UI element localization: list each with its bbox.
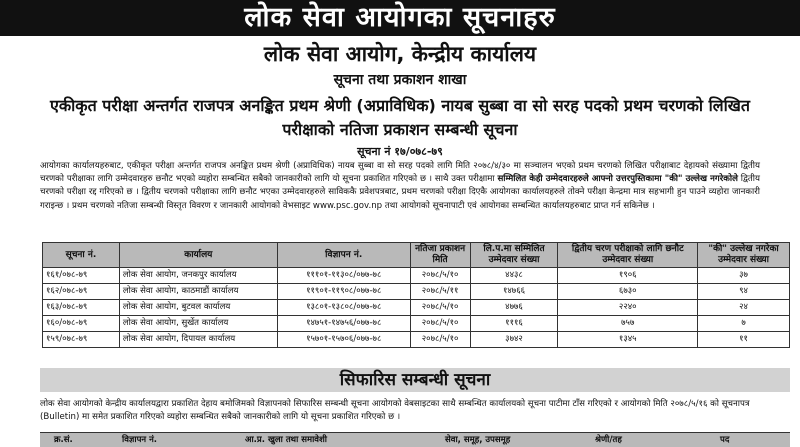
cell-date: २०७८/५/१० (410, 316, 470, 332)
body-bold: सम्मिलित केही उम्मेदवारहरुले आफ्नो उत्तरपुस्तिकामा "की" उल्लेख नगरेकोले (497, 174, 738, 185)
banner-title: लोक सेवा आयोगका सूचनाहरु (0, 0, 800, 36)
table-row (43, 300, 790, 316)
header-notice-no: सूचना नं. (43, 243, 120, 268)
rec-header-service-group: सेवा, समूह, उपसमूह (445, 435, 511, 445)
table-row (43, 284, 790, 300)
recommendation-body: लोक सेवा आयोगको केन्द्रीय कार्यालयद्वारा प्रकाशित देहाय बमोजिमको विज्ञापनको सिफारिस सम्बन्धी सूचना आयोगको वेबसाइटका साथै सम्बन्धित कार्यालयको सूचना पाटीमा टाँस गरिएको र आयोगको मिति २०७८/५/१६ को सूचनापत्र (Bulletin) मा समेत प्रकाशित गरिएको व्यहोरा सम्बन्धित सबैको जानकारीको लागि यो सूचना प्रकाशित गरिएको छ । (40, 399, 750, 422)
header-appeared-count: लि.प.मा सम्मिलित उम्मेदवार संख्या (470, 243, 558, 268)
cell-selected: ७५७ (558, 316, 698, 332)
branch-heading: सूचना तथा प्रकाशन शाखा (333, 72, 467, 88)
cell-appeared: ३७४२ (470, 332, 558, 348)
body-part-2: द्वितीय चरणको परीक्षा रद्द गरिएको छ । द्वितीय चरणको परीक्षाका लागि छनौट भएका उम्मेदवारहरुले साविककै प्रवेशपत्रबाट, प्रथम चरणको परीक्षा दिएकै आयोगका कार्यालयहरुले तोक्ने परीक्षा केन्द्रमा मात्र सहभागी हुन पाउने व्यहोरा जानकारी गराइन्छ । प्रथम चरणको नतिजा सम्बन्धी विस्तृत विवरण र जानकारी आयोगको वेभसाइट www.psc.gov.np तथा आयोगको सूचनापाटी एवं आयोगका सम्बन्धित कार्यालयहरुबाट प्राप्त गर्न सकिनेछ । (40, 174, 761, 211)
cell-selected: १३४५ (558, 332, 698, 348)
cell-no-key: ३७ (698, 268, 790, 284)
cell-office: लोक सेवा आयोग, सुर्खेत कार्यालय (119, 316, 277, 332)
cell-notice-no: १६२/०७८-७९ (43, 284, 120, 300)
header-office: कार्यालय (119, 243, 277, 268)
cell-date: २०७८/५/१० (410, 300, 470, 316)
cell-notice-no: १६१/०७८-७९ (43, 268, 120, 284)
cell-appeared: १४७६६ (470, 284, 558, 300)
cell-advert-no: १५७०१-१५७०६/०७७-७८ (277, 332, 410, 348)
table-row (43, 268, 790, 284)
cell-no-key: २४ (698, 300, 790, 316)
body-part-1: आयोगका कार्यालयहरुबाट, एकीकृत परीक्षा अन्तर्गत राजपत्र अनङ्कित प्रथम श्रेणी (अप्राविधिक) नायब सुब्बा वा सो सरह पदको लागि मिति २०७८/४/३० मा सञ्चालन भएको प्रथम चरणको लिखित परीक्षाबाट देहायको संख्यामा द्वितीय चरणको परीक्षाका लागि उम्मेदवारहरु छनौट भएको व्यहोरा सम्बन्धित सबैको जानकारीको लागि यो सूचना प्रकाशित गरिएको छ । साथै उक्त परीक्षामा (40, 161, 760, 185)
cell-selected: ६७३० (558, 284, 698, 300)
cell-date: २०७८/५/१० (410, 268, 470, 284)
cell-no-key: ७ (698, 316, 790, 332)
cell-no-key: ११ (698, 332, 790, 348)
cell-date: २०७८/५/११ (410, 284, 470, 300)
cell-appeared: ४४३८ (470, 268, 558, 284)
cell-date: २०७८/५/१० (410, 332, 470, 348)
cell-notice-no: १६०/०७८-७९ (43, 316, 120, 332)
cell-office: लोक सेवा आयोग, काठमाडौं कार्यालय (119, 284, 277, 300)
cell-appeared: ४७७६ (470, 300, 558, 316)
cell-office: लोक सेवा आयोग, बुटवल कार्यालय (119, 300, 277, 316)
cell-advert-no: १४७५१-१४७५६/०७७-७८ (277, 316, 410, 332)
cell-office: लोक सेवा आयोग, दिपायल कार्यालय (119, 332, 277, 348)
cell-notice-no: १६३/०७८-७९ (43, 300, 120, 316)
cell-no-key: ९४ (698, 284, 790, 300)
cell-advert-no: १३८०१-१३८०८/०७७-७८ (277, 300, 410, 316)
header-result-date: नतिजा प्रकाशन मिति (410, 243, 470, 268)
table-row (43, 332, 790, 348)
rec-header-serial: क्र.सं. (54, 435, 73, 445)
notice-number: सूचना नं १७/०७८-७९ (357, 145, 443, 158)
table-header-row (43, 243, 790, 268)
header-selected-count: द्वितीय चरण परीक्षाको लागि छनौट उम्मेदवार संख्या (558, 243, 698, 268)
rec-header-open-inclusive: आ.प्र. खुला तथा समावेशी (245, 435, 327, 445)
header-no-key-count: "की" उल्लेख नगरेका उम्मेदवार संख्या (698, 243, 790, 268)
cell-selected: १९०६ (558, 268, 698, 284)
rec-header-advert-no: विज्ञापन नं. (122, 435, 158, 445)
cell-notice-no: १५९/०७८-७९ (43, 332, 120, 348)
cell-advert-no: ११९०१-११९०८/०७७-७८ (277, 284, 410, 300)
header-advert-no: विज्ञापन नं. (277, 243, 410, 268)
cell-advert-no: १११०१-११३०८/०७७-७८ (277, 268, 410, 284)
cell-selected: २२४० (558, 300, 698, 316)
notice-body (40, 160, 760, 213)
recommendation-heading: सिफारिस सम्बन्धी सूचना (40, 368, 790, 392)
notice-title: एकीकृत परीक्षा अन्तर्गत राजपत्र अनङ्कित प्रथम श्रेणी (अप्राविधिक) नायब सुब्बा वा सो सरह पदको प्रथम चरणको लिखित परीक्षाको नतिजा प्रकाशन सम्बन्धी सूचना (50, 96, 750, 139)
table-row (43, 316, 790, 332)
cell-office: लोक सेवा आयोग, जनकपुर कार्यालय (119, 268, 277, 284)
office-heading: लोक सेवा आयोग, केन्द्रीय कार्यालय (263, 42, 537, 66)
rec-header-class-level: श्रेणी/तह (595, 435, 622, 445)
cell-appeared: १११६ (470, 316, 558, 332)
rec-header-post: पद (720, 435, 730, 445)
results-table (42, 242, 790, 348)
